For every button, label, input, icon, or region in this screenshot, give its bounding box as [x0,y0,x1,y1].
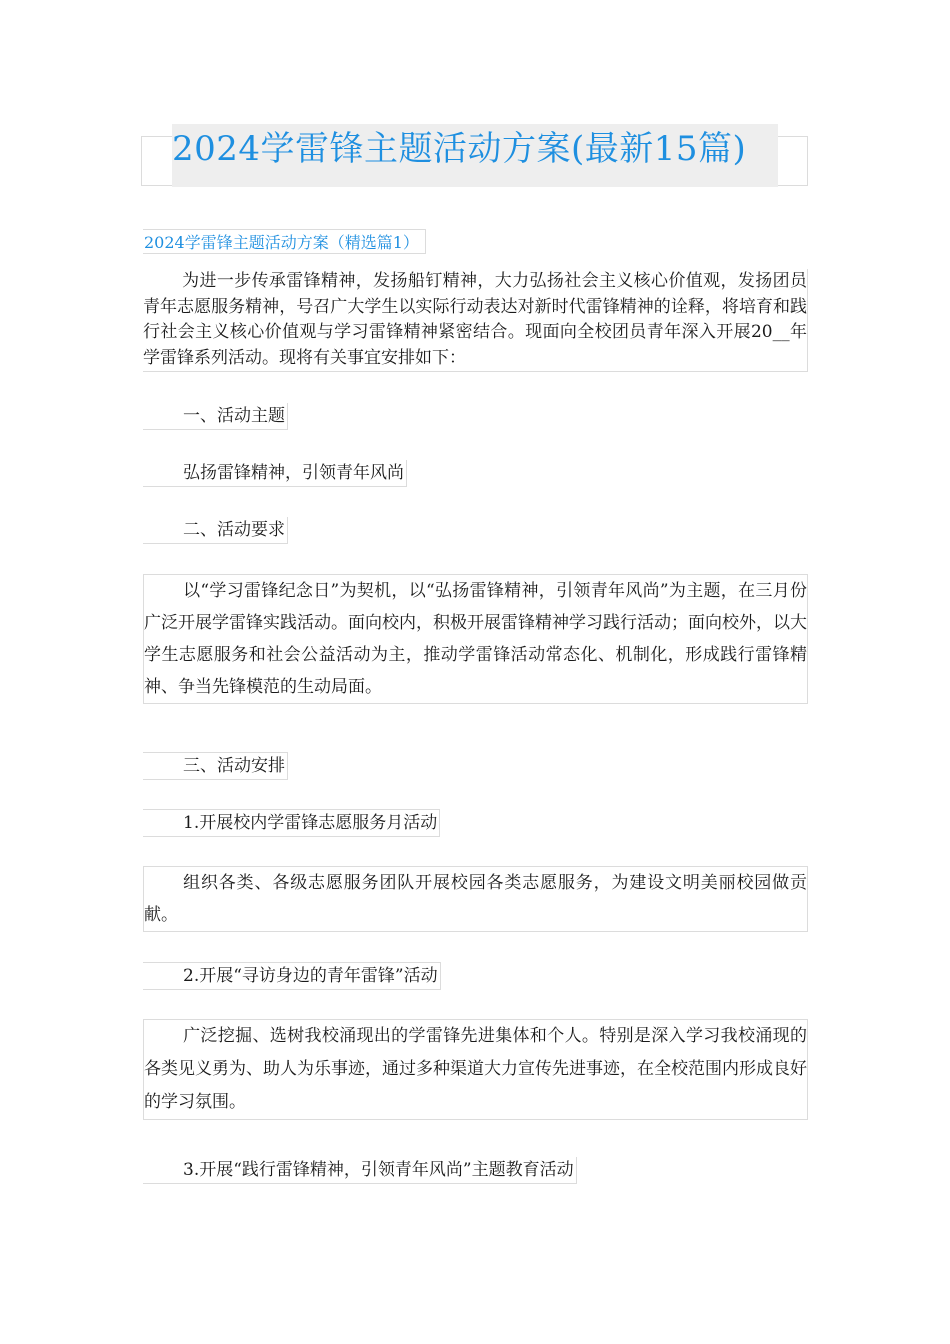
item-2-heading: 2.开展“寻访身边的青年雷锋”活动 [143,962,441,990]
item-1-heading: 1.开展校内学雷锋志愿服务月活动 [143,809,440,837]
intro-paragraph: 为进一步传承雷锋精神，发扬船钉精神，大力弘扬社会主义核心价值观，发扬团员青年志愿服务精神，号召广大学生以实际行动表达对新时代雷锋精神的诠释，将培育和践行社会主义核心价值观与学习雷锋精神紧密结合。现面向全校团员青年深入开展20__年学雷锋系列活动。现将有关事宜安排如下： [143,269,808,372]
document-title: 2024学雷锋主题活动方案(最新15篇) [172,129,747,169]
section-subtitle: 2024学雷锋主题活动方案（精选篇1） [143,229,426,254]
item-1-paragraph: 组织各类、各级志愿服务团队开展校园各类志愿服务，为建设文明美丽校园做贡献。 [143,866,808,932]
activity-theme-text: 弘扬雷锋精神，引领青年风尚 [143,460,407,487]
item-3-heading: 3.开展“践行雷锋精神，引领青年风尚”主题教育活动 [143,1157,577,1184]
heading-activity-requirements: 二、活动要求 [143,517,288,544]
heading-activity-theme: 一、活动主题 [143,403,288,430]
requirements-paragraph: 以“学习雷锋纪念日”为契机，以“弘扬雷锋精神，引领青年风尚”为主题，在三月份广泛开展学雷锋实践活动。面向校内，积极开展雷锋精神学习践行活动；面向校外，以大学生志愿服务和社会公益活动为主，推动学雷锋活动常态化、机制化，形成践行雷锋精神、争当先锋模范的生动局面。 [143,574,808,704]
heading-activity-arrangement: 三、活动安排 [143,752,288,780]
item-2-paragraph: 广泛挖掘、选树我校涌现出的学雷锋先进集体和个人。特别是深入学习我校涌现的各类见义勇为、助人为乐事迹，通过多种渠道大力宣传先进事迹，在全校范围内形成良好的学习氛围。 [143,1019,808,1120]
